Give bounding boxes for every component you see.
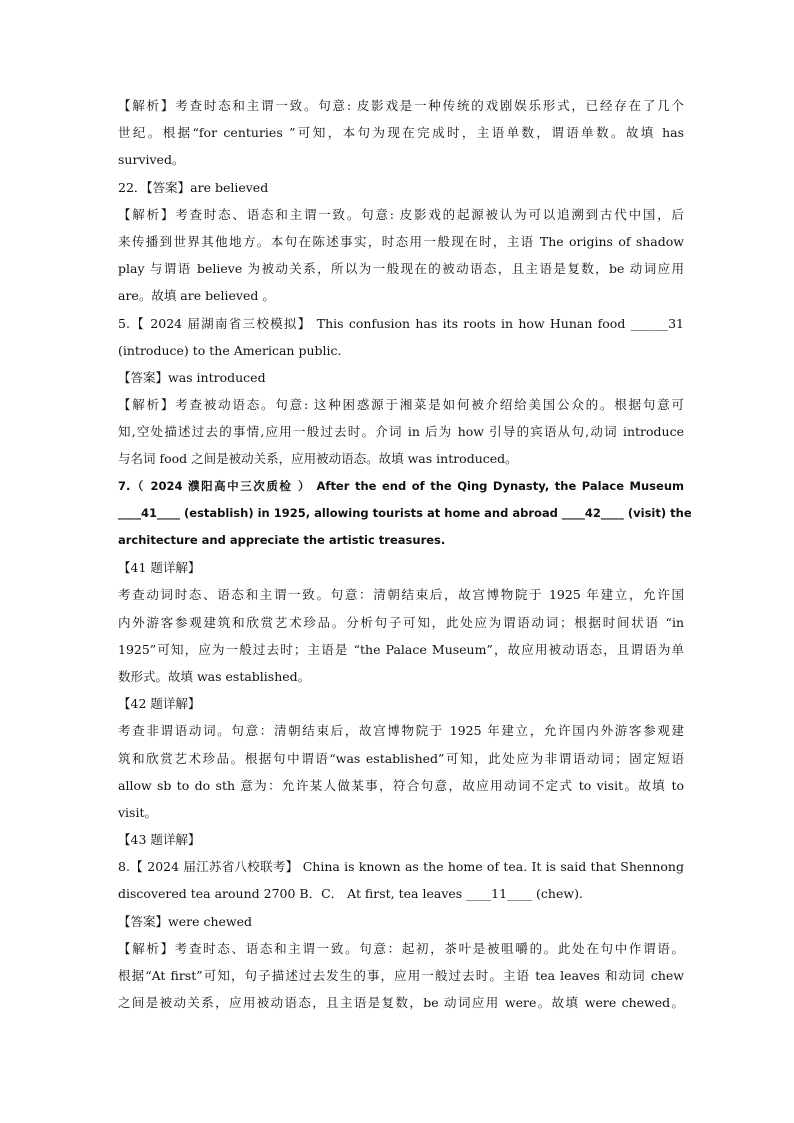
document-body (118, 92, 692, 1016)
text-line: 来传播到世界其他地方。本句在陈述事实，时态用一般现在时，主语 The origins of shadow (118, 233, 684, 249)
text-line: 【43 题详解】 (118, 832, 201, 848)
text-line: 考查非谓语动词。句意：清朝结束后，故宫博物院于 1925 年建立，允许国内外游客参观建 (118, 723, 684, 739)
text-line: allow sb to do sth 意为：允许某人做某事，符合句意，故应用动词不定式 to visit。故填 to (118, 777, 684, 793)
text-line: 7.（ 2024 濮阳高中三次质检 ） After the end of the Qing Dynasty, the Palace Museum (118, 478, 684, 493)
text-line: 世纪。根据“for centuries ”可知，本句为现在完成时，主语单数，谓语单数。故填 has (118, 125, 684, 141)
text-line: 【答案】were chewed (118, 913, 252, 929)
text-line: 考查动词时态、语态和主谓一致。句意：清朝结束后，故宫博物院于 1925 年建立，允许国 (118, 587, 684, 603)
text-line: are。故填 are believed 。 (118, 288, 275, 304)
text-line: 5.【 2024 届湖南省三校模拟】 This confusion has its roots in how Hunan food ______31 (118, 315, 684, 331)
text-line: 之间是被动关系，应用被动语态，且主语是复数，be 动词应用 were。故填 were chewed。 (118, 995, 684, 1011)
text-line: 【答案】was introduced (118, 369, 266, 385)
text-line: 根据“At first”可知，句子描述过去发生的事，应用一般过去时。主语 tea leaves 和动词 chew (118, 968, 684, 983)
text-line: 8.【 2024 届江苏省八校联考】 China is known as the home of tea. It is said that Shennong (118, 859, 684, 875)
text-line: 【42 题详解】 (118, 696, 201, 712)
text-line: survived。 (118, 152, 185, 168)
text-line: 【解析】考查时态、语态和主谓一致。句意: 皮影戏的起源被认为可以追溯到古代中国，后 (118, 206, 684, 222)
text-line: ____41____ (establish) in 1925, allowing tourists at home and abroad ____42____ (visit) the (118, 505, 692, 520)
text-line: architecture and appreciate the artistic treasures. (118, 533, 446, 547)
text-line: 与名词 food 之间是被动关系，应用被动语态。故填 was introduced。 (118, 451, 518, 467)
text-line: 【解析】考查时态和主谓一致。句意: 皮影戏是一种传统的戏剧娱乐形式，已经存在了几个 (118, 98, 684, 113)
text-line: 【解析】考查被动语态。句意: 这种困惑源于湘菜是如何被介绍给美国公众的。根据句意可 (118, 397, 684, 413)
text-line: 【41 题详解】 (118, 560, 201, 576)
text-line: discovered tea around 2700 B．C． At first, tea leaves ____11____ (chew). (118, 886, 583, 902)
text-line: (introduce) to the American public. (118, 342, 342, 358)
text-line: 1925”可知，应为一般过去时；主语是 “the Palace Museum”，故应用被动语态，且谓语为单 (118, 641, 684, 657)
text-line: visit。 (118, 804, 157, 820)
text-line: 22．【答案】are believed (118, 179, 269, 195)
text-line: 数形式。故填 was established。 (118, 668, 311, 684)
text-line: 【解析】考查时态、语态和主谓一致。句意：起初，茶叶是被咀嚼的。此处在句中作谓语。 (118, 940, 684, 956)
text-line: 筑和欣赏艺术珍品。根据句中谓语“was established”可知，此处应为非谓语动词；固定短语 (118, 750, 684, 766)
text-line: 内外游客参观建筑和欣赏艺术珍品。分析句子可知，此处应为谓语动词；根据时间状语 “in (118, 614, 684, 630)
text-line: 知,空处描述过去的事情,应用一般过去时。介词 in 后为 how 引导的宾语从句,动词 introduce (118, 424, 684, 440)
text-line: play 与谓语 believe 为被动关系，所以为一般现在的被动语态，且主语是复数，be 动词应用 (118, 261, 684, 277)
